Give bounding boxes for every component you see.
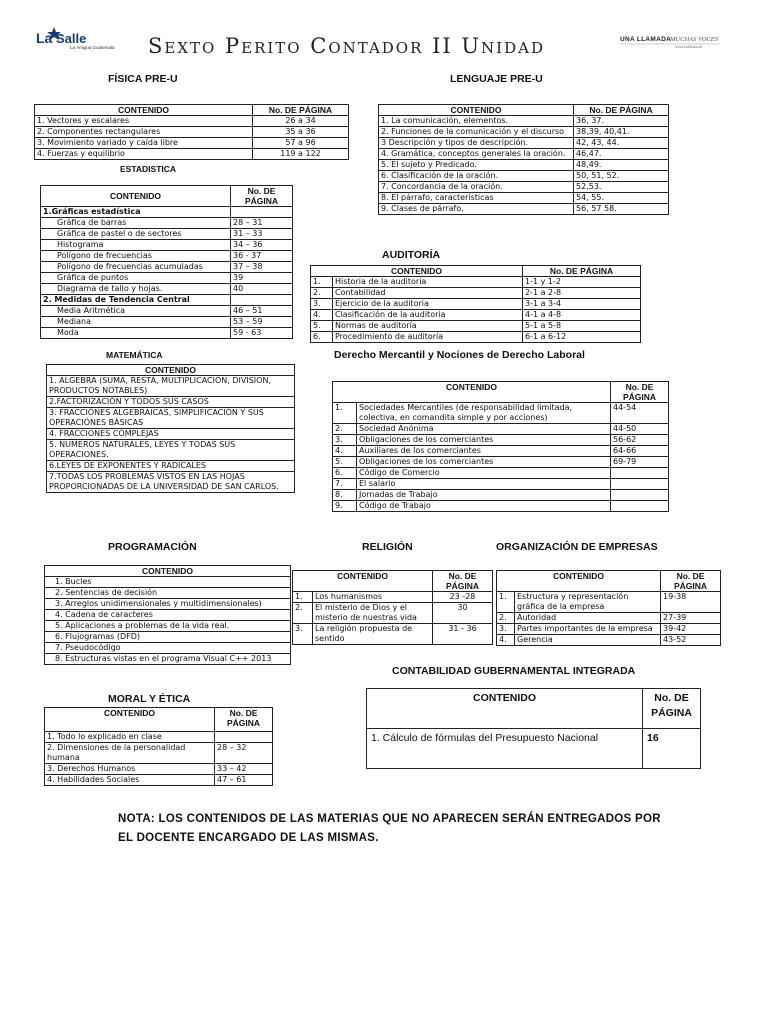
table-row: 4. Auxiliares de los comerciantes 64-66 [333, 446, 669, 457]
table-row: Polígono de frecuencias 36 - 37 [41, 251, 293, 262]
svg-text:lema institucional: lema institucional [675, 45, 702, 49]
religion-title: RELIGIÓN [362, 541, 413, 553]
matematica-table: CONTENIDO 1. ALGEBRA (SUMA, RESTA, MULTIPLICACIÓN, DIVISION, PRODUCTOS NOTABLES) 2.FACTORIZACIÓN Y TODOS SUS CASOS 3. FRACCIÓNES ALGEBRAICAS, SIMPLIFICACIÓN Y SUS OPERACIÓNES BÁSICAS 4. FRACCIONES COMPLEJAS 5. NUMEROS NATURALES, LEYES Y TODAS SUS OPERACIONES. 6.LEYES DE EXPONENTES Y RADICALES 7.TODAS LOS PROBLEMAS VISTOS EN LAS HOJAS PROPORCIONADAS DE LA UNIVERSIDAD DE SAN CARLOS. [46, 364, 295, 493]
table-row: Diagrama de tallo y hojas. 40 [41, 284, 293, 295]
mercantil-table: CONTENIDO No. DE PÁGINA 1. Sociedades Mercantiles (de responsabilidad limitada, colectiva, en comandita simple y por acciones) 44-54 2. Sociedad Anónima 44-50 3. Obligaciones de los comerciantes 56-62 4. Auxiliares de los comerciantes 64-66 5. Obligaciones de los comerciantes 69-79 6. Código de Comercio 7. El salario 8. Jornadas de Trabajo 9. Código de Trabajo [332, 381, 669, 512]
table-row: 6.LEYES DE EXPONENTES Y RADICALES [47, 461, 295, 472]
table-row: Media Aritmética 46 – 51 [41, 306, 293, 317]
lenguaje-title: LENGUAJE PRE-U [450, 73, 543, 85]
svg-text:MUCHAS VOCES: MUCHAS VOCES [670, 36, 719, 43]
organizacion-table: CONTENIDO No. DE PÁGINA 1. Estructura y representación gráfica de la empresa 19-38 2. Autoridad 27-39 3. Partes importantes de la empresa 39-42 4. Gerencia 43-52 [496, 570, 721, 646]
table-row: 7.TODAS LOS PROBLEMAS VISTOS EN LAS HOJAS PROPORCIONADAS DE LA UNIVERSIDAD DE SAN CARLOS. [47, 472, 295, 493]
table-row: 9. Código de Trabajo [333, 501, 669, 512]
table-row: 2. Autoridad 27-39 [497, 613, 721, 624]
table-row: 3. Arreglos unidimensionales y multidimensionales) [45, 599, 291, 610]
table-row: 2. Dimensiones de la personalidad humana 28 – 32 [45, 743, 273, 764]
programacion-table: CONTENIDO 1. Bucles 2. Sentencias de decisión 3. Arreglos unidimensionales y multidimensionales) 4. Cadena de caracteres 5. Aplicaciones a problemas de la vida real. 6. Flujogramas (DFD) 7. Pseudocódigo 8. Estructuras vistas en el programa Visual C++ 2013 [44, 565, 291, 665]
table-row: 6. Flujogramas (DFD) [45, 632, 291, 643]
table-row: 6. Clasificación de la oración. 50, 51, 52. [379, 171, 669, 182]
table-row: 1. Todo lo explicado en clase [45, 732, 273, 743]
table-row: Gráfica de barras 28 – 31 [41, 218, 293, 229]
table-row: 2. Medidas de Tendencia Central [41, 295, 293, 306]
table-row: Polígono de frecuencias acumuladas 37 – 38 [41, 262, 293, 273]
page-title: Sexto Perito Contador II Unidad [148, 34, 545, 58]
table-row: 7. El salario [333, 479, 669, 490]
table-row: 2. Sentencias de decisión [45, 588, 291, 599]
logo-subtext: La Antigua Guatemala [70, 45, 115, 50]
moral-title: MORAL Y ÉTICA [108, 693, 191, 705]
table-row: 4. Habilidades Sociales 47 – 61 [45, 775, 273, 786]
table-row: 3. FRACCIÓNES ALGEBRAICAS, SIMPLIFICACIÓN Y SUS OPERACIÓNES BÁSICAS [47, 408, 295, 429]
table-row: 4. Gerencia 43-52 [497, 635, 721, 646]
auditoria-title: AUDITORÍA [382, 249, 441, 261]
table-row: 1. Historia de la auditoria 1-1 y 1-2 [311, 277, 641, 288]
col-header: CONTENIDO [35, 105, 253, 116]
table-row: 3. Partes importantes de la empresa 39-42 [497, 624, 721, 635]
table-row: 3 Descripción y tipos de descripción. 42, 43, 44. [379, 138, 669, 149]
una-llamada-logo [620, 32, 720, 50]
la-salle-logo [30, 26, 130, 50]
estadistica-title: ESTADISTICA [120, 164, 177, 174]
table-row: Mediana 53 – 59 [41, 317, 293, 328]
contabilidad-table: CONTENIDO No. DE PÁGINA 1. Cálculo de fórmulas del Presupuesto Nacional 16 [366, 688, 701, 769]
table-row: 3. La religión propuesta de sentido 31 - 36 [293, 624, 493, 645]
table-row: 2. Sociedad Anónima 44-50 [333, 424, 669, 435]
table-row: 1. Estructura y representación gráfica de la empresa 19-38 [497, 592, 721, 613]
fisica-table [34, 104, 349, 160]
mercantil-title: Derecho Mercantil y Nociones de Derecho Laboral [334, 349, 585, 361]
footnote: NOTA: LOS CONTENIDOS DE LAS MATERIAS QUE NO APARECEN SERÁN ENTREGADOS POR EL DOCENTE ENCARGADO DE LAS MISMAS. [118, 813, 661, 844]
table-row: 4. Gramática, conceptos generales la oración. 46,47. [379, 149, 669, 160]
auditoria-table: CONTENIDO No. DE PÁGINA 1. Historia de la auditoria 1-1 y 1-2 2. Contabilidad 2-1 a 2-8 3. Ejercicio de la auditoria 3-1 a 3-4 4. Clasificación de la auditoria 4-1 a 4-8 5. Normas de auditoría 5-1 a 5-8 6. Procedimiento de auditoría 6-1 a 6-12 [310, 265, 641, 343]
table-row: 3. Obligaciones de los comerciantes 56-62 [333, 435, 669, 446]
table-row: 6. Procedimiento de auditoría 6-1 a 6-12 [311, 332, 641, 343]
table-row: 2. Contabilidad 2-1 a 2-8 [311, 288, 641, 299]
table-row: 3. Ejercicio de la auditoria 3-1 a 3-4 [311, 299, 641, 310]
table-row: Gráfica de puntos 39 [41, 273, 293, 284]
table-row: 3. Derechos Humanos 33 – 42 [45, 764, 273, 775]
table-row: 1. Vectores y escalares 26 a 34 [35, 116, 349, 127]
table-row: 2.FACTORIZACIÓN Y TODOS SUS CASOS [47, 397, 295, 408]
table-row: 2. El misterio de Dios y el misterio de nuestras vida 30 [293, 603, 493, 624]
table-row: 7. Pseudocódigo [45, 643, 291, 654]
table-row: 7. Concordancia de la oración. 52,53. [379, 182, 669, 193]
table-row: 5. Aplicaciones a problemas de la vida real. [45, 621, 291, 632]
organizacion-title: ORGANIZACIÓN DE EMPRESAS [496, 541, 658, 553]
fisica-title: FÍSICA PRE-U [108, 73, 178, 85]
table-row: 1. Los humanismos 23 -28 [293, 592, 493, 603]
moral-table: CONTENIDO No. DE PÁGINA 1. Todo lo explicado en clase 2. Dimensiones de la personalidad humana 28 – 32 3. Derechos Humanos 33 – 42 4. Habilidades Sociales 47 – 61 [44, 707, 273, 786]
table-row: 1. ALGEBRA (SUMA, RESTA, MULTIPLICACIÓN, DIVISION, PRODUCTOS NOTABLES) [47, 376, 295, 397]
table-row: 8. Estructuras vistas en el programa Visual C++ 2013 [45, 654, 291, 665]
programacion-title: PROGRAMACIÓN [108, 541, 197, 553]
estadistica-table: CONTENIDO No. DE PÁGINA 1.Gráficas estadística Gráfica de barras 28 – 31 Gráfica de pastel o de sectores 31 – 33 Histograma 34 – 36 Polígono de frecuencias 36 - 37 Polígono de frecuencias acumuladas 37 – 38 Gráfica de puntos 39 Diagrama de tallo y hojas. 40 2. Medidas de Tendencia Central Media Aritmética 46 – 51 Mediana 53 – 59 Moda 59 - 63 [40, 185, 293, 339]
table-row: 4. Cadena de caracteres [45, 610, 291, 621]
table-row: Moda 59 - 63 [41, 328, 293, 339]
logo-text-salle: Salle [56, 31, 87, 46]
table-row: 1. Bucles [45, 577, 291, 588]
table-row: 5. Normas de auditoría 5-1 a 5-8 [311, 321, 641, 332]
table-row: 8. El párrafo, características 54, 55. [379, 193, 669, 204]
col-header: No. DE PÁGINA [253, 105, 349, 116]
table-row: Histograma 34 – 36 [41, 240, 293, 251]
lenguaje-table: CONTENIDO No. DE PÁGINA 1. La comunicación, elementos. 36, 37. 2. Funciones de la comunicación y el discurso 38,39, 40,41. 3 Descripción y tipos de descripción. 42, 43, 44. 4. Gramática, conceptos generales la oración. 46,47. 5. El sujeto y Predicado. 48,49. 6. Clasificación de la oración. 50, 51, 52. 7. Concordancia de la oración. 52,53. 8. El párrafo, características 54, 55. 9. Clases de párrafo. 56, 57 58. [378, 104, 669, 215]
table-row: 8. Jornadas de Trabajo [333, 490, 669, 501]
table-row: 2. Funciones de la comunicación y el discurso 38,39, 40,41. [379, 127, 669, 138]
table-row: 1. La comunicación, elementos. 36, 37. [379, 116, 669, 127]
contabilidad-title: CONTABILIDAD GUBERNAMENTAL INTEGRADA [392, 665, 636, 677]
svg-text:UNA LLAMADA: UNA LLAMADA [620, 36, 672, 43]
table-row: 1. Sociedades Mercantiles (de responsabilidad limitada, colectiva, en comandita simple y por acciones) 44-54 [333, 403, 669, 424]
table-row: 4. Clasificación de la auditoria 4-1 a 4-8 [311, 310, 641, 321]
table-row: 2. Componentes rectangulares 35 a 36 [35, 127, 349, 138]
table-row: 1. Cálculo de fórmulas del Presupuesto Nacional 16 [367, 729, 701, 769]
matematica-title: MATEMÁTICA [106, 350, 163, 360]
table-row: 9. Clases de párrafo. 56, 57 58. [379, 204, 669, 215]
table-row: 5. El sujeto y Predicado. 48,49. [379, 160, 669, 171]
religion-table: CONTENIDO No. DE PÁGINA 1. Los humanismos 23 -28 2. El misterio de Dios y el misterio de nuestras vida 30 3. La religión propuesta de sentido 31 - 36 [292, 570, 493, 645]
table-row: 4. FRACCIONES COMPLEJAS [47, 429, 295, 440]
table-row: 5. Obligaciones de los comerciantes 69-79 [333, 457, 669, 468]
table-row: Gráfica de pastel o de sectores 31 – 33 [41, 229, 293, 240]
table-row: 4. Fuerzas y equilibrio 119 a 122 [35, 149, 349, 160]
table-row: 5. NUMEROS NATURALES, LEYES Y TODAS SUS OPERACIONES. [47, 440, 295, 461]
table-row: 3. Movimiento variado y caída libre 57 a 96 [35, 138, 349, 149]
table-row: 1.Gráficas estadística [41, 207, 293, 218]
logo-text: La [36, 30, 53, 46]
table-row: 6. Código de Comercio [333, 468, 669, 479]
